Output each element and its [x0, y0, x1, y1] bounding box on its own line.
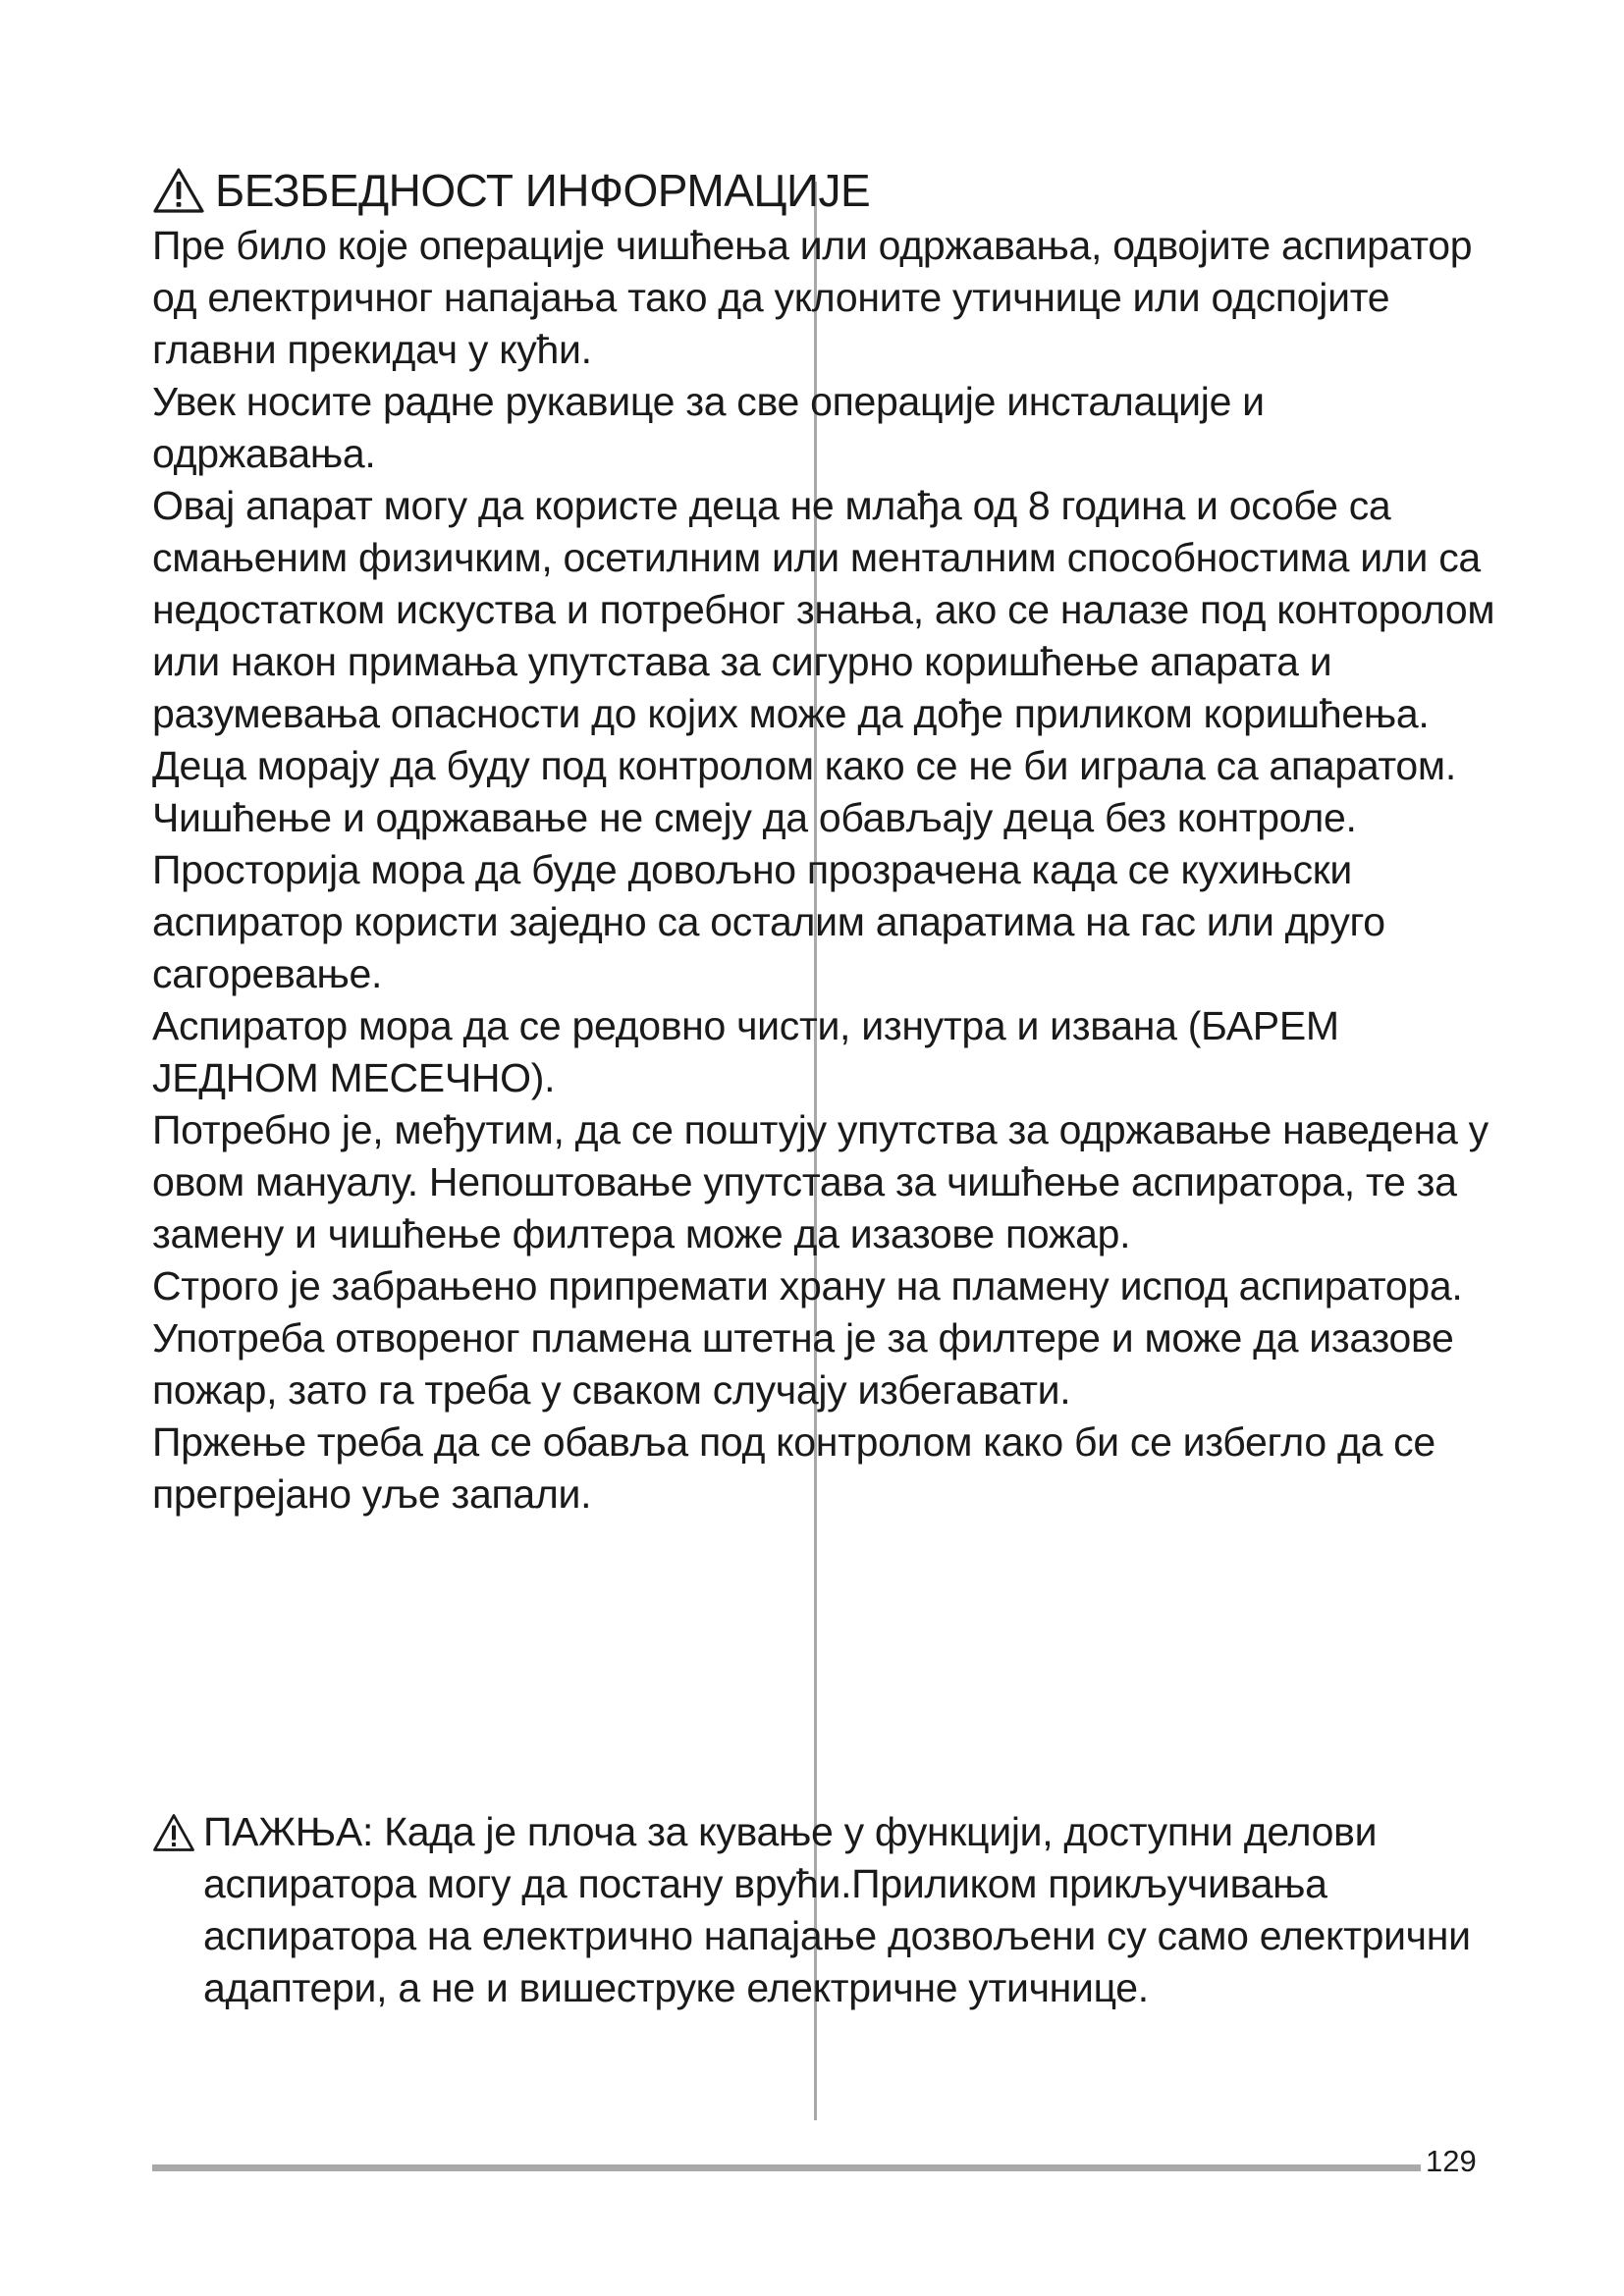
- page-number: 129: [1426, 2144, 1477, 2178]
- caution-notice: [152, 1806, 1497, 2014]
- caution-text: ПАЖЊА: Када је плоча за кување у функцији, доступни делови аспиратора могу да постану врући.Приликом прикључивања аспиратора на електрично напајање дозвољени су само електрични адаптери, а не и вишеструке електричне утичнице.: [203, 1809, 1471, 2010]
- paragraph-frying: Пржење треба да се обавља под контролом како би се избегло да се прегрејано уље запали.: [152, 1419, 1435, 1517]
- section-title: БЕЗБЕДНОСТ ИНФОРМАЦИЈЕ: [215, 165, 871, 216]
- paragraph-open-flame: Употреба отвореног пламена штетна је за филтере и може да изазове пожар, зато га треба у сваком случају избегавати.: [152, 1315, 1454, 1413]
- paragraph-flambe: Строго је забрањено припремати храну на пламену испод аспиратора.: [152, 1263, 1463, 1308]
- footer-rule: [152, 2164, 1421, 2171]
- paragraph-gloves: Увек носите радне рукавице за све операције инсталације и одржавања.: [152, 379, 1265, 476]
- warning-triangle-icon: [152, 1813, 195, 1852]
- safety-text-block: [152, 220, 1497, 1521]
- paragraph-children-supervision: Деца морају да буду под контролом како се не би играла са апаратом. Чишћење и одржавање не смеју да обављају деца без контроле.: [152, 743, 1456, 840]
- section-heading: [152, 165, 870, 216]
- warning-triangle-icon: [152, 167, 205, 214]
- paragraph-disconnect: Пре било које операције чишћења или одржавања, одвојите аспиратор од електричног напајања тако да уклоните утичнице или одспојите главни прекидач у кући.: [152, 223, 1473, 372]
- paragraph-maintenance: Потребно је, међутим, да се поштују упутства за одржавање наведена у овом мануалу. Непоштовање упутстава за чишћење аспиратора, те за замену и чишћење филтера може да изазове пожар.: [152, 1107, 1489, 1256]
- paragraph-ventilation: Просторија мора да буде довољно прозрачена када се кухињски аспиратор користи заједно са осталим апаратима на гас или друго сагоревање.: [152, 847, 1385, 996]
- paragraph-cleaning: Аспиратор мора да се редовно чисти, изнутра и извана (БАРЕМ ЈЕДНОМ МЕСЕЧНО).: [152, 1003, 1339, 1100]
- paragraph-children-use: Овај апарат могу да користе деца не млађа од 8 година и особе са смањеним физичким, осетилним или менталним способностима или са недостатком искуства и потребног знања, ако се налазе под конторолом или након примања упутстава за сигурно коришћење апарата и разумевања опасности до којих може да дође приликом коришћења.: [152, 483, 1495, 736]
